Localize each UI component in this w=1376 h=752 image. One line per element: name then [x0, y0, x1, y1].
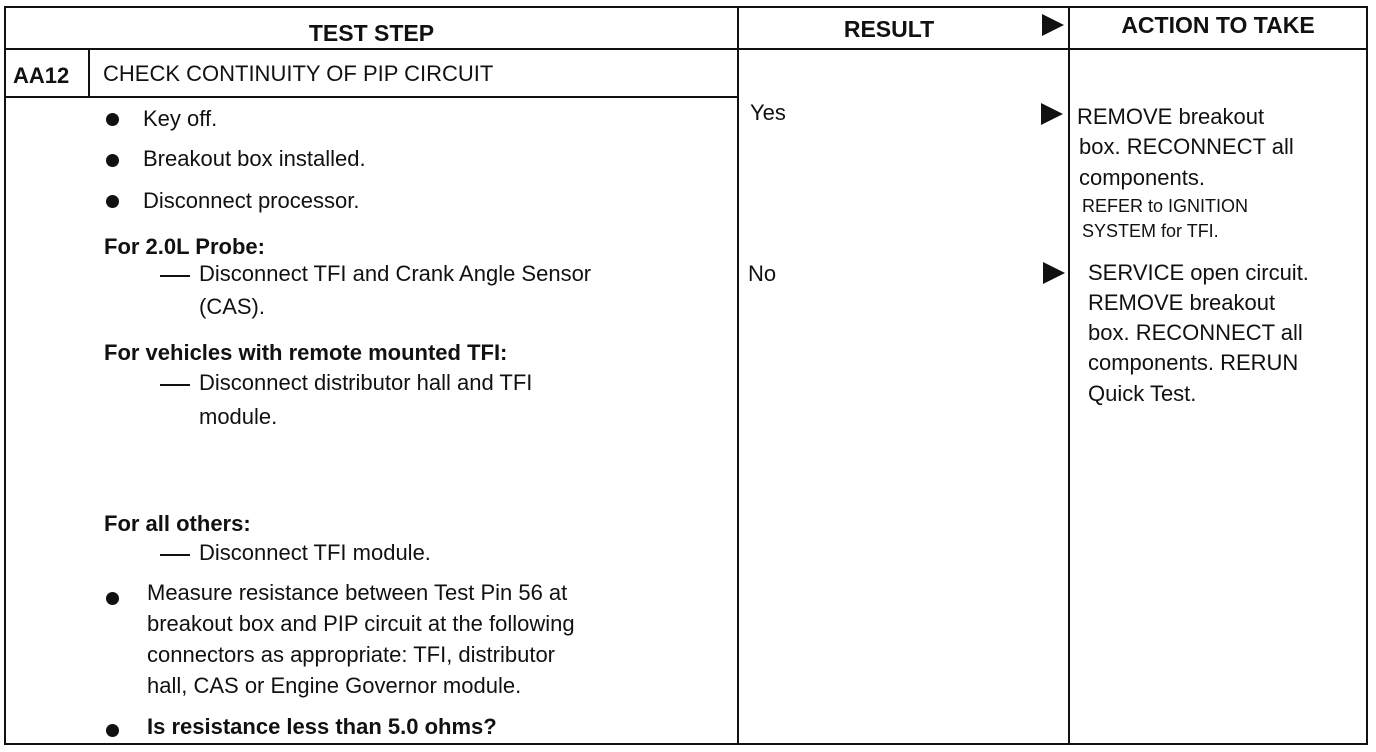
- remote-line-2: module.: [199, 404, 278, 429]
- action-yes-line-2: box. RECONNECT all: [1079, 134, 1294, 159]
- bullet-icon: [106, 592, 119, 605]
- table-border-left: [4, 6, 6, 745]
- probe-heading: For 2.0L Probe:: [104, 234, 265, 259]
- action-yes-line-3: components.: [1079, 165, 1205, 190]
- table-border-top: [4, 6, 1368, 8]
- table-border-right: [1366, 6, 1368, 745]
- header-test-step: TEST STEP: [308, 20, 435, 46]
- remote-line-1: Disconnect distributor hall and TFI: [199, 370, 533, 395]
- action-no-line-4: components. RERUN: [1088, 350, 1299, 375]
- dash-icon: [160, 384, 190, 386]
- bullet-icon: [106, 113, 119, 126]
- dash-icon: [160, 275, 190, 277]
- others-heading: For all others:: [104, 511, 251, 536]
- action-no-line-2: REMOVE breakout: [1088, 290, 1276, 315]
- action-yes-line-1: REMOVE breakout: [1077, 104, 1265, 129]
- dash-icon: [160, 554, 190, 556]
- step-id-divider: [88, 48, 90, 98]
- bullet-icon: [106, 195, 119, 208]
- action-yes-line-5: SYSTEM for TFI.: [1082, 221, 1219, 241]
- header-result: RESULT: [843, 16, 935, 42]
- bullet-icon: [106, 724, 119, 737]
- result-no: No: [748, 261, 777, 286]
- action-yes-line-4: REFER to IGNITION: [1082, 196, 1249, 216]
- column-divider-result: [737, 6, 739, 745]
- header-separator: [4, 48, 1368, 50]
- question: Is resistance less than 5.0 ohms?: [147, 714, 497, 739]
- table-border-bottom: [4, 743, 1368, 745]
- instruction-breakout: Breakout box installed.: [143, 146, 366, 171]
- action-no-line-5: Quick Test.: [1088, 381, 1197, 406]
- step-title: CHECK CONTINUITY OF PIP CIRCUIT: [103, 61, 494, 86]
- probe-line-1: Disconnect TFI and Crank Angle Sensor: [199, 261, 592, 286]
- instruction-key-off: Key off.: [143, 106, 218, 131]
- step-title-separator: [4, 96, 739, 98]
- column-divider-action: [1068, 6, 1070, 745]
- measure-line-2: breakout box and PIP circuit at the following: [147, 611, 575, 636]
- step-id: AA12: [13, 63, 70, 88]
- action-no-line-1: SERVICE open circuit.: [1088, 260, 1309, 285]
- arrow-right-icon: [1042, 14, 1064, 36]
- header-action: ACTION TO TAKE: [1121, 12, 1315, 38]
- arrow-right-icon: [1041, 103, 1063, 125]
- remote-heading: For vehicles with remote mounted TFI:: [104, 340, 508, 365]
- action-no-line-3: box. RECONNECT all: [1088, 320, 1303, 345]
- result-yes: Yes: [750, 100, 786, 125]
- measure-line-3: connectors as appropriate: TFI, distributor: [147, 642, 556, 667]
- probe-line-2: (CAS).: [199, 294, 265, 319]
- others-line-1: Disconnect TFI module.: [199, 540, 431, 565]
- measure-line-1: Measure resistance between Test Pin 56 at: [147, 580, 568, 605]
- instruction-disconnect-processor: Disconnect processor.: [143, 188, 360, 213]
- arrow-right-icon: [1043, 262, 1065, 284]
- measure-line-4: hall, CAS or Engine Governor module.: [147, 673, 522, 698]
- bullet-icon: [106, 154, 119, 167]
